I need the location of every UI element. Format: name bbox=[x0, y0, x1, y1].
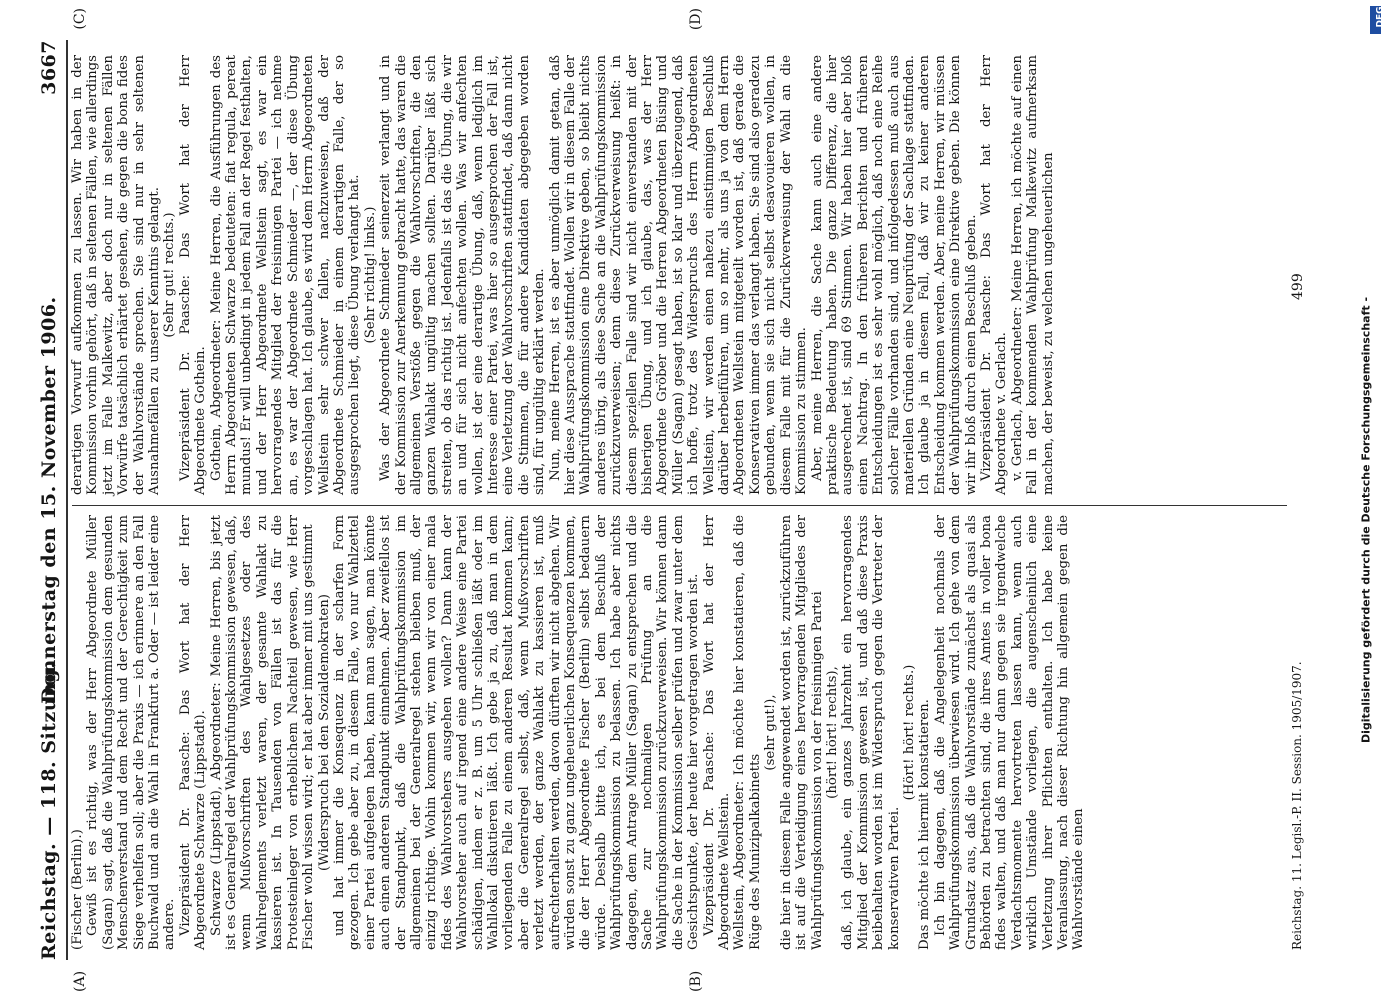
dfg-logo bbox=[1370, 6, 1386, 34]
paragraph: Das möchte ich hiermit konstatieren. bbox=[917, 699, 933, 950]
paragraph: derartigen Vorwurf aufkommen zu lassen. Wir haben in der Kommission vorhin gehört, daß in seltenen Fällen, wie allerdings jetzt im Falle Malkewitz, aber doch nur in seltenen Fällen Vorwürfe tatsächlich erhärtet gesehen, die gegen die bona fides der Wahlvorstände sprechen. Sie sind nur in sehr seltenen Ausnahmefällen zu unserer Kenntnis gelangt. bbox=[70, 55, 163, 495]
paragraph: (Sehr richtig! links.) bbox=[362, 206, 378, 344]
paragraph: Was der Abgeordnete Schmieder seinerzeit verlangt und in der Kommission zur Anerkennung gebracht hatte, das waren die allgemeinen Verstöße gegen die Wahlvorschriften, die den ganzen Wahlakt ungültig machen sollten. Darüber läßt sich streiten, ob das richtig ist. Jedenfalls ist das die Übung, die wir an und für sich nicht anfechten wollen. Was wir anfechten wollen, ist der eine derartige Übung, daß, wenn lediglich im Interesse einer Partei, was hier so ausgesprochen der Fall ist, eine Verletzung der Wahlvorschriften stattfindet, daß dann nicht die Stimmen, die für andere Kandidaten abgegeben worden sind, für ungültig erklärt werden. bbox=[378, 55, 548, 495]
margin-mark-c: (C) bbox=[72, 8, 88, 30]
paragraph: (Fischer (Berlin).) bbox=[70, 829, 85, 950]
paragraph: Vizepräsident Dr. Paasche: Das Wort hat der Herr Abgeordnete Gothein. bbox=[177, 55, 209, 495]
margin-mark-d: (D) bbox=[688, 8, 704, 31]
paragraph: Gothein, Abgeordneter: Meine Herren, die Ausführungen des Herrn Abgeordneten Schwarze bedeuteten: fiat regula, pereat mundus! Er will unbedingt in jedem Fall an der Regel festhalten, und der Herr Abgeordnete Wellstein sagt, es war ein hervorragendes Mitglied der freisinnigen Partei — ich nehme an, es war der Abgeordnete Schmieder —, der diese Übung vorgeschlagen hat. Ich glaube, es wird dem Herrn Abgeordneten Wellstein sehr schwer fallen, nachzuweisen, daß der Abgeordnete Schmieder in einem derartigen Falle, der so ausgesprochen liegt, diese Übung verlangt hat. bbox=[208, 55, 363, 495]
paragraph: Vizepräsident Dr. Paasche: Das Wort hat der Herr Abgeordnete Schwarze (Lippstadt). bbox=[177, 515, 209, 950]
paragraph: Vizepräsident Dr. Paasche: Das Wort hat der Herr Abgeordnete v. Gerlach. bbox=[978, 55, 1010, 495]
paragraph: und hat immer die Konsequenz in der scharfen Form gezogen. Ich gebe aber zu, in diesem Falle, wo nur Wahlzettel einer Partei aufgelegen haben, kann man sagen, man könnte auch einen anderen Standpunkt einnehmen. Aber zweifellos ist der Standpunkt, daß die Wahlprüfungskommission im allgemeinen bei der Generalregel stehen bleiben muß, der einzig richtige. Wohin kommen wir, wenn wir von einer mala fides des Wahlvorstehers ausgehen wollen? Dann kann der Wahlvorsteher auch auf irgend eine andere Weise eine Partei schädigen, indem er z. B. um 5 Uhr schließen läßt oder im Wahllokal diskutieren läßt. Ich gebe ja zu, daß man in dem vorliegenden Falle zu einem anderen Resultat kommen kann; aber die Generalregel selbst, daß, wenn Mußvorschriften verletzt werden, der ganze Wahlakt zu kassieren ist, muß aufrechterhalten werden, davon dürften wir nicht abgehen. Wir würden sonst zu ganz ungeheuerlichen Konsequenzen kommen, die der Herr Abgeordnete Fischer (Berlin) selbst bedauern würde. Deshalb bitte ich, es bei dem Beschluß der Wahlprüfungskommission zu belassen. Ich habe aber nichts dagegen, dem Antrage Müller (Sagan) zu entsprechen und die Sache zur nochmaligen Prüfung an die Wahlprüfungskommission zurückzuverweisen. Wir können dann die Sache in der Kommission selber prüfen und zwar unter dem Gesichtspunkte, der heute hier vorgetragen worden ist. bbox=[331, 515, 702, 950]
paragraph: v. Gerlach, Abgeordneter: Meine Herren, ich möchte auf einen Fall in der kommenden Wahlprüfung Malkewitz aufmerksam machen, der beweist, zu welchen ungeheuerlichen bbox=[1009, 55, 1056, 495]
paragraph: Nun, meine Herren, ist es aber unmöglich damit getan, daß hier diese Aussprache stattfindet. Wollen wir in diesem Falle der Wahlprüfungskommission eine Direktive geben, so bleibt nichts anderes übrig, als diese Sache an die Wahlprüfungskommission zurückzuverweisen; denn diese Zurückverweisung heißt: in diesem speziellen Falle sind wir nicht einverstanden mit der bisherigen Übung, und ich glaube, das, was der Herr Abgeordnete Gröber und die Herren Abgeordneten Büsing und Müller (Sagan) gesagt haben, ist so klar und überzeugend, daß ich hoffe, trotz des Widerspruchs des Herrn Abgeordneten Wellstein, wir werden einen nahezu einstimmigen Beschluß darüber herbeiführen, um so mehr, als uns ja von dem Herrn Abgeordneten Wellstein mitgeteilt worden ist, daß gerade die Konservativen immer das verlangt haben. Sie sind also geradezu gebunden, wenn sie sich nicht selbst desavouieren wollen, in diesem Falle mit für die Zurückverweisung der Wahl an die Kommission zu stimmen. bbox=[547, 55, 810, 495]
paragraph: Gewiß ist es richtig, was der Herr Abgeordnete Müller (Sagan) sagt, daß die Wahlprüfungskommission dem gesunden Menschenverstand und dem Recht und der Gerechtigkeit zum Siege verhelfen soll; aber die Praxis — ich erinnere an den Fall Buchwald und an die Wahl in Frankfurt a. Oder — ist leider eine andere. bbox=[85, 515, 178, 950]
header-left: Reichstag. — 118. Sitzung. bbox=[38, 661, 60, 960]
footer-left: Reichstag. 11. Legisl.-P. II. Session. 1905/1907. bbox=[1290, 661, 1304, 950]
paragraph: (sehr gut!), bbox=[763, 694, 779, 771]
footer-sheet-number: 499 bbox=[1290, 273, 1306, 300]
text-column-left bbox=[70, 515, 1275, 950]
paragraph: Schwarze (Lippstadt), Abgeordneter: Meine Herren, bis jetzt ist es Generalregel der Wahlprüfungskommission gewesen, daß, wenn Mußvorschriften des Wahlgesetzes oder des Wahlreglements verletzt waren, der gesamte Wahlakt zu kassieren ist. In Tausenden von Fällen ist das für die Protesteinleger von erheblichem Nachteil gewesen, wie Herr Fischer wohl wissen wird; er hat aber immer mit uns gestimmt bbox=[208, 515, 317, 950]
dfg-logo-text: DFG bbox=[1375, 6, 1386, 28]
paragraph: (Hört! hört! rechts.) bbox=[901, 664, 917, 801]
paragraph: (Sehr gut! rechts.) bbox=[162, 212, 178, 338]
paragraph: (hört! hört! rechts), bbox=[824, 666, 840, 799]
column-divider bbox=[72, 505, 1287, 506]
header-rule bbox=[66, 40, 68, 960]
paragraph: Vizepräsident Dr. Paasche: Das Wort hat der Herr Abgeordnete Wellstein. bbox=[701, 515, 733, 950]
paragraph: die hier in diesem Falle angewendet worden ist, zurückzuführen ist auf die Verteidigung eines hervorragenden Mitgliedes der Wahlprüfungskommission von der freisinnigen Partei bbox=[778, 514, 825, 950]
paragraph: daß, ich glaube, ein ganzes Jahrzehnt ein hervorragendes Mitglied der Kommission gewesen ist, und daß diese Praxis beibehalten worden ist im Widerspruch gegen die Vertreter der konservativen Partei. bbox=[840, 515, 902, 950]
margin-mark-b: (B) bbox=[688, 970, 704, 992]
paragraph: (Widerspruch bei den Sozialdemokraten) bbox=[316, 594, 332, 871]
page-number: 3667 bbox=[38, 40, 60, 95]
paragraph: Wellstein, Abgeordneter: Ich möchte hier konstatieren, daß die Rüge des Munizipalkabinetts bbox=[732, 515, 763, 950]
paragraph: Aber, meine Herren, die Sache kann auch eine andere praktische Bedeutung haben. Die ganze Differenz, die hier ausgerechnet ist, sind 69 Stimmen. Wir haben hier aber bloß einen Nachtrag. In den früheren Berichten und früheren Entscheidungen ist es sehr wohl möglich, daß noch eine Reihe solcher Fälle vorhanden sind, und infolgedessen muß auch aus materiellen Gründen eine Neuprüfung der Sachlage stattfinden. Ich glaube ja in diesem Fall, daß wir zu keiner anderen Entscheidung kommen werden. Aber, meine Herren, wir müssen der Wahlprüfungskommission eine Direktive geben. Die können wir ihr bloß durch einen Beschluß geben. bbox=[809, 55, 979, 495]
paragraph: Ich bin dagegen, daß die Angelegenheit nochmals der Wahlprüfungskommission überwiesen wird. Ich gehe von dem Grundsatz aus, daß die Wahlvorstände zunächst als quasi als Behörden zu betrachten sind, die ihres Amtes in voller bona fides walten, und daß man nur dann gegen sie irgendwelche Verdachtsmomente hervortreten lassen kann, wenn auch wirklich Umstände vorliegen, die augenscheinlich eine Verletzung ihrer Pflichten enthalten. Ich habe keine Veranlassung, nach dieser Richtung hin allgemein gegen die Wahlvorstände einen bbox=[932, 515, 1087, 950]
text-column-right bbox=[70, 55, 1275, 495]
digitization-note: Digitalisierung gefördert durch die Deutsche Forschungsgemeinschaft - bbox=[1359, 296, 1373, 744]
header-date: Donnerstag den 15. November 1906. bbox=[38, 296, 60, 704]
margin-mark-a: (A) bbox=[72, 970, 88, 992]
page-header bbox=[38, 40, 68, 960]
